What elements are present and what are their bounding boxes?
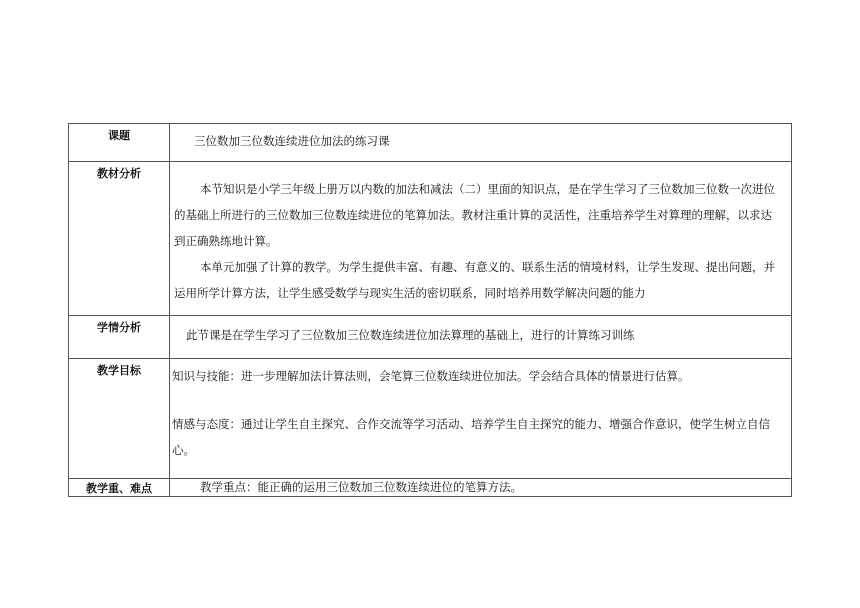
material-analysis-paragraph-2: 本单元加强了计算的教学。为学生提供丰富、有趣、有意义的、联系生活的情境材料，让学生发现、提出问题，并运用所学计算方法，让学生感受数学与现实生活的密切联系，同时培养用数学解决问题的能力: [174, 260, 775, 300]
student-analysis-text: 此节课是在学生学习了三位数加三位数连续进位加法算理的基础上，进行的计算练习训练: [186, 328, 635, 342]
header-material-analysis: [69, 162, 170, 316]
header-key-difficult-points-label: 教学重、难点: [86, 482, 152, 495]
topic-text: 三位数加三位数连续进位加法的练习课: [194, 134, 390, 148]
row-key-difficult-points: [69, 479, 792, 497]
material-analysis-paragraph-1: 本节知识是小学三年级上册万以内数的加法和减法（二）里面的知识点，是在学生学习了三位数加三位数一次进位的基础上所进行的三位数加三位数连续进位的笔算加法。教材注重计算的灵活性，注重培养学生对算理的理解，以求达到正确熟练地计算。: [174, 182, 775, 248]
row-topic: [69, 124, 792, 162]
goal-emotion-attitude: 情感与态度：通过让学生自主探究、合作交流等学习活动、培养学生自主探究的能力、增强合作意识，使学生树立自信心。: [172, 417, 770, 457]
material-analysis-cell: [170, 162, 792, 316]
lesson-plan-table: [68, 123, 792, 497]
row-teaching-goals: [69, 359, 792, 479]
header-topic-label: 课题: [108, 129, 130, 142]
row-material-analysis: [69, 162, 792, 316]
teaching-goals-cell: [170, 359, 792, 479]
header-key-difficult-points: [69, 479, 170, 497]
key-points-cell: [170, 479, 792, 497]
student-analysis-cell: [170, 316, 792, 359]
header-teaching-goals-label: 教学目标: [97, 364, 141, 377]
row-student-analysis: [69, 316, 792, 359]
header-student-analysis-label: 学情分析: [97, 321, 141, 334]
header-topic: [69, 124, 170, 162]
header-student-analysis: [69, 316, 170, 359]
header-teaching-goals: [69, 359, 170, 479]
key-points-text: 教学重点：能正确的运用三位数加三位数连续进位的笔算方法。: [200, 480, 522, 494]
goal-knowledge-skills: 知识与技能：进一步理解加法计算法则，会笔算三位数连续进位加法。学会结合具体的情景进行估算。: [172, 369, 690, 383]
header-material-analysis-label: 教材分析: [97, 167, 141, 180]
topic-cell: [170, 124, 792, 162]
